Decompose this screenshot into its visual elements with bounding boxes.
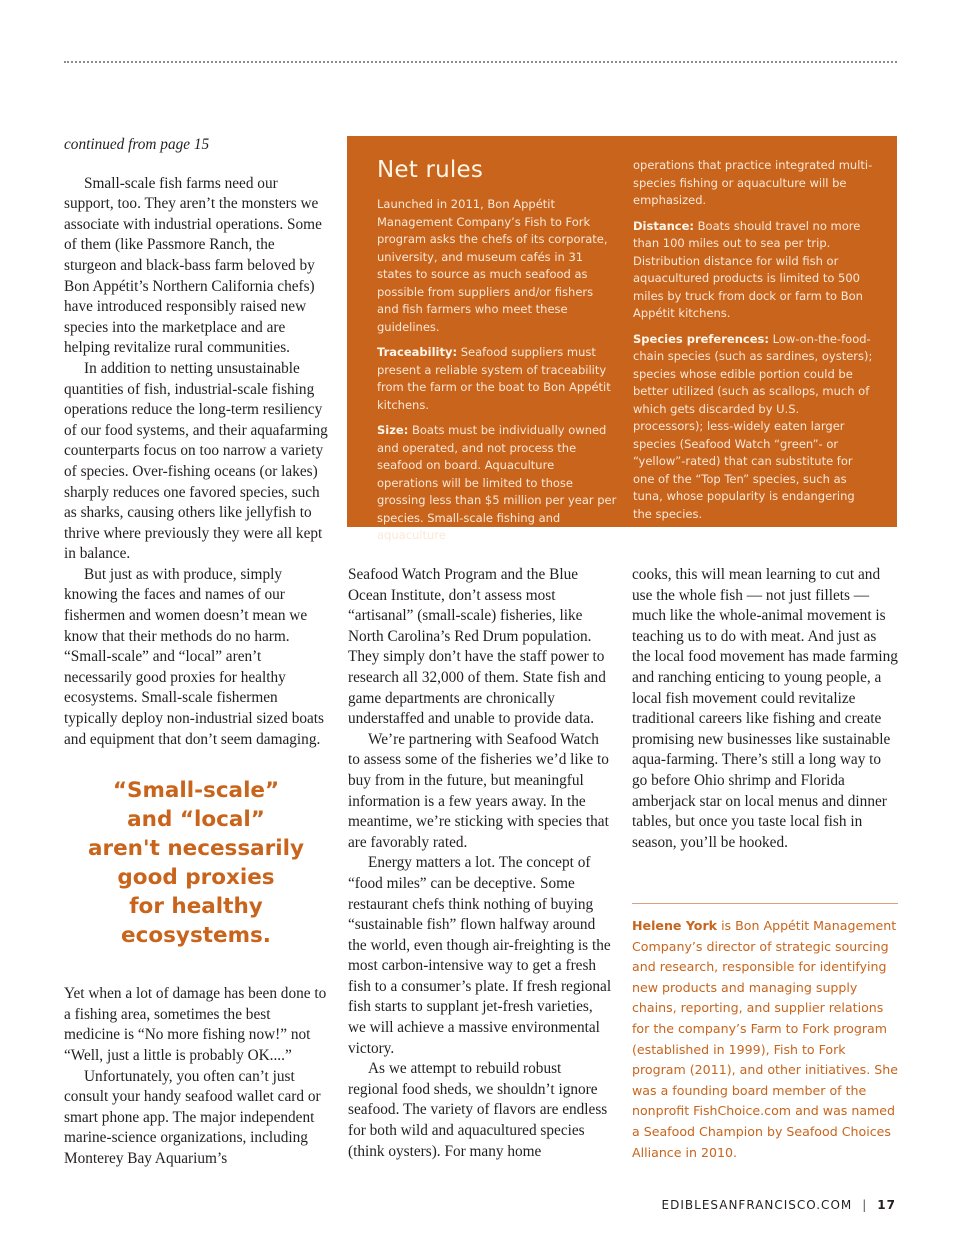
article-paragraph: Small-scale fish farms need our support, too. They aren’t the monsters we associate with industrial operations. Some of them (like Passmore Ranch, the sturgeon and black-bass farm beloved by Bon Appétit’s Northern California chefs) have introduced responsibly raised new species into the marketplace and are helping revitalize rural communities. bbox=[64, 174, 322, 357]
distance-label: Distance: bbox=[633, 218, 694, 233]
top-dotted-rule bbox=[64, 61, 897, 63]
footer-separator: | bbox=[862, 1198, 868, 1212]
article-paragraph: Unfortunately, you often can’t just consult your handy seafood wallet card or smart phone app. The major independent marine-science organizations, including Monterey Bay Aquarium’s bbox=[64, 1067, 321, 1167]
pull-quote-line: ecosystems. bbox=[121, 923, 271, 949]
article-paragraph: Seafood Watch Program and the Blue Ocean Institute, don’t assess most “artisanal” (small-scale) fisheries, like North Carolina’s Red Drum population. They simply don’t have the staff power to research all 32,000 of them. State fish and game departments are chronically understaffed and unable to provide data. bbox=[348, 566, 606, 728]
net-rules-sidebar bbox=[347, 136, 897, 542]
traceability-text: Seafood suppliers must present a reliable system of traceability from the farm or the boat to Bon Appétit kitchens. bbox=[377, 345, 611, 412]
pull-quote bbox=[64, 776, 328, 950]
continued-note: continued from page 15 bbox=[64, 136, 210, 153]
bio-divider bbox=[632, 903, 898, 904]
sidebar-left-column bbox=[377, 156, 617, 553]
article-column-2 bbox=[348, 565, 612, 1162]
sidebar-size bbox=[377, 422, 617, 545]
sidebar-distance bbox=[633, 218, 873, 323]
article-column-3 bbox=[632, 565, 898, 853]
article-column-1 bbox=[64, 135, 328, 1170]
pull-quote-line: aren't necessarily bbox=[87, 836, 305, 862]
size-label: Size: bbox=[377, 423, 409, 437]
footer-site: EDIBLESANFRANCISCO.COM bbox=[661, 1198, 853, 1212]
author-name: Helene York bbox=[632, 918, 718, 933]
pull-quote-line: good proxies bbox=[117, 865, 275, 891]
size-continued: operations that practice integrated multi-species fishing or aquaculture will be emphasized. bbox=[633, 158, 873, 207]
distance-text: Boats should travel no more than 100 miles out to sea per trip. Distribution distance for wild fish or aquacultured products is limited to 500 miles by truck from dock or farm to Bon Appétit kitchens. bbox=[633, 218, 863, 320]
pull-quote-line: for healthy bbox=[129, 894, 263, 920]
article-paragraph: But just as with produce, simply knowing the faces and names of our fishermen and women doesn’t mean we know that their methods do no harm. “Small-scale” and “local” aren’t necessarily good proxies for healthy ecosystems. Small-scale fishermen typically deploy non-industrial sized boats and equipment that don’t seem damaging. bbox=[64, 565, 324, 748]
page-number: 17 bbox=[877, 1198, 896, 1212]
sidebar-intro: Launched in 2011, Bon Appétit Management Company’s Fish to Fork program asks the chefs of its corporate, university, and museum cafés in 31 states to source as much seafood as possible from suppliers and/or fishers and fish farmers who meet these guidelines. bbox=[377, 197, 608, 334]
sidebar-right-column bbox=[633, 157, 873, 531]
sidebar-title: Net rules bbox=[377, 157, 484, 183]
species-text: Low-on-the-food-chain species (such as sardines, oysters); species whose edible portion could be better utilized (such as scallops, much of which gets discarded by U.S. processors); less-widely eaten larger species (Seafood Watch “green”- or “yellow”-rated) that can substitute for one of the “Top Ten” species, such as tuna, whose popularity is endangering the species. bbox=[633, 331, 873, 521]
size-text: Boats must be individually owned and operated, and not process the seafood on board. Aquaculture operations will be limited to those grossing less than $5 million per year per species. Small-scale fishing and aquaculture bbox=[377, 423, 617, 542]
article-paragraph: In addition to netting unsustainable quantities of fish, industrial-scale fishing operations reduce the long-term resiliency of our food systems, and their aquafarming counterparts focus on too narrow a variety of species. Over-fishing oceans (or lakes) sharply reduces one favored species, such as sharks, causing others like jellyfish to thrive where previously they were all kept in balance. bbox=[64, 359, 328, 563]
sidebar-species bbox=[633, 331, 873, 524]
article-paragraph: We’re partnering with Seafood Watch to assess some of the fisheries we’d like to buy from in the future, but meaningful information is a few years away. In the meantime, we’re sticking with species that are favorably rated. bbox=[348, 730, 609, 851]
pull-quote-line: “Small-scale” bbox=[112, 778, 280, 804]
pull-quote-line: and “local” bbox=[127, 807, 265, 833]
sidebar-traceability bbox=[377, 344, 617, 414]
article-paragraph: Energy matters a lot. The concept of “food miles” can be deceptive. Some restaurant chefs think nothing of buying “sustainable fish” flown halfway around the world, even though air-freighting is the most carbon-intensive way to get a fresh fish to a consumer’s plate. If fresh regional fish starts to supplant jet-fresh varieties, we will achieve a massive environmental victory. bbox=[348, 854, 612, 1057]
article-paragraph: Yet when a lot of damage has been done to a fishing area, sometimes the best medicine is “No more fishing now!” not “Well, just a little is probably OK....” bbox=[64, 985, 327, 1064]
author-bio-text: is Bon Appétit Management Company’s director of strategic sourcing and research, responsible for identifying new products and managing supply chains, reporting, and supplier relations for the company’s Farm to Fork program (established in 1999), Fish to Fork program (2011), and other initiatives. She was a founding board member of the nonprofit FishChoice.com and was named a Seafood Champion by Seafood Choices Alliance in 2010. bbox=[632, 918, 898, 1160]
article-paragraph: As we attempt to rebuild robust regional food sheds, we shouldn’t ignore seafood. The variety of flavors are endless for both wild and aquacultured species (think oysters). For many home bbox=[348, 1060, 608, 1160]
author-bio bbox=[632, 916, 898, 1163]
page-footer bbox=[662, 1198, 896, 1212]
article-paragraph: cooks, this will mean learning to cut and use the whole fish — not just fillets — much like the whole-animal movement is teaching us to do with meat. And just as the local food movement has made farming and ranching enticing to young people, a local fish movement could revitalize traditional careers like fishing and create promising new businesses like sustainable aqua-farming. There’s still a long way to go before Ohio shrimp and Florida amberjack star on local menus and dinner tables, but once you taste local fish in season, you’ll be hooked. bbox=[632, 566, 898, 851]
traceability-label: Traceability: bbox=[377, 345, 458, 359]
species-label: Species preferences: bbox=[633, 331, 769, 346]
